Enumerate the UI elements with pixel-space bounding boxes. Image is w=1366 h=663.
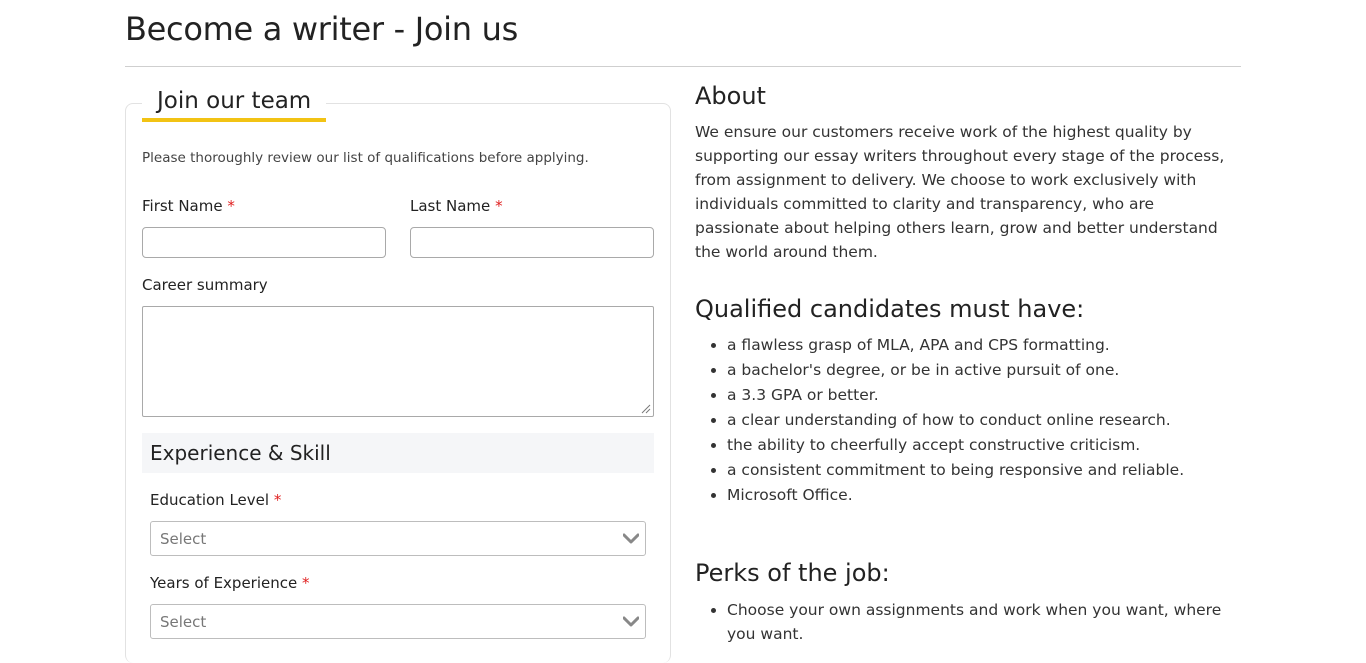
first-name-label-text: First Name — [142, 197, 223, 215]
list-item: • a bachelor's degree, or be in active pursuit of one. — [727, 358, 1235, 383]
career-summary-label: Career summary — [142, 276, 268, 294]
list-item: • Microsoft Office. — [727, 483, 1235, 508]
years-experience-label — [150, 574, 310, 592]
about-heading: About — [695, 82, 766, 110]
perks-list — [695, 598, 1235, 646]
qualifications-list — [695, 333, 1235, 508]
education-level-label — [150, 491, 281, 509]
years-experience-value: Select — [160, 613, 207, 631]
education-level-select[interactable] — [150, 521, 646, 556]
first-name-input[interactable] — [142, 227, 386, 258]
last-name-input[interactable] — [410, 227, 654, 258]
experience-section-title: Experience & Skill — [150, 441, 331, 465]
list-item: • a 3.3 GPA or better. — [727, 383, 1235, 408]
list-item: • a clear understanding of how to conduct online research. — [727, 408, 1235, 433]
form-legend-text: Join our team — [157, 88, 312, 114]
first-name-label — [142, 197, 235, 215]
form-legend — [142, 84, 326, 122]
last-name-label-text: Last Name — [410, 197, 491, 215]
career-summary-textarea[interactable] — [142, 306, 654, 417]
required-marker: * — [302, 574, 310, 592]
chevron-down-icon — [623, 615, 639, 629]
list-item: • a flawless grasp of MLA, APA and CPS formatting. — [727, 333, 1235, 358]
perks-heading: Perks of the job: — [695, 559, 890, 587]
years-experience-select[interactable] — [150, 604, 646, 639]
education-level-value: Select — [160, 530, 207, 548]
page-title: Become a writer - Join us — [125, 10, 518, 48]
chevron-down-icon — [623, 532, 639, 546]
list-item: • the ability to cheerfully accept constructive criticism. — [727, 433, 1235, 458]
resize-grip-icon[interactable] — [639, 402, 651, 414]
required-marker: * — [273, 491, 282, 509]
qualifications-heading: Qualified candidates must have: — [695, 295, 1085, 323]
form-intro: Please thoroughly review our list of qualifications before applying. — [142, 150, 589, 166]
title-divider — [125, 66, 1241, 67]
list-item: • a consistent commitment to being responsive and reliable. — [727, 458, 1235, 483]
last-name-label — [410, 197, 503, 215]
education-level-label-text: Education Level — [150, 491, 270, 509]
list-item: • Choose your own assignments and work when you want, where you want. — [727, 598, 1235, 646]
about-text: We ensure our customers receive work of the highest quality by supporting our essay writers throughout every stage of the process, from assignment to delivery. We choose to work exclusively with individuals committed to clarity and transparency, who are passionate about helping others learn, grow and better understand the world around them. — [695, 123, 1225, 261]
experience-section-header — [142, 433, 654, 473]
years-experience-label-text: Years of Experience — [150, 574, 298, 592]
required-marker: * — [227, 197, 235, 215]
required-marker: * — [495, 197, 503, 215]
